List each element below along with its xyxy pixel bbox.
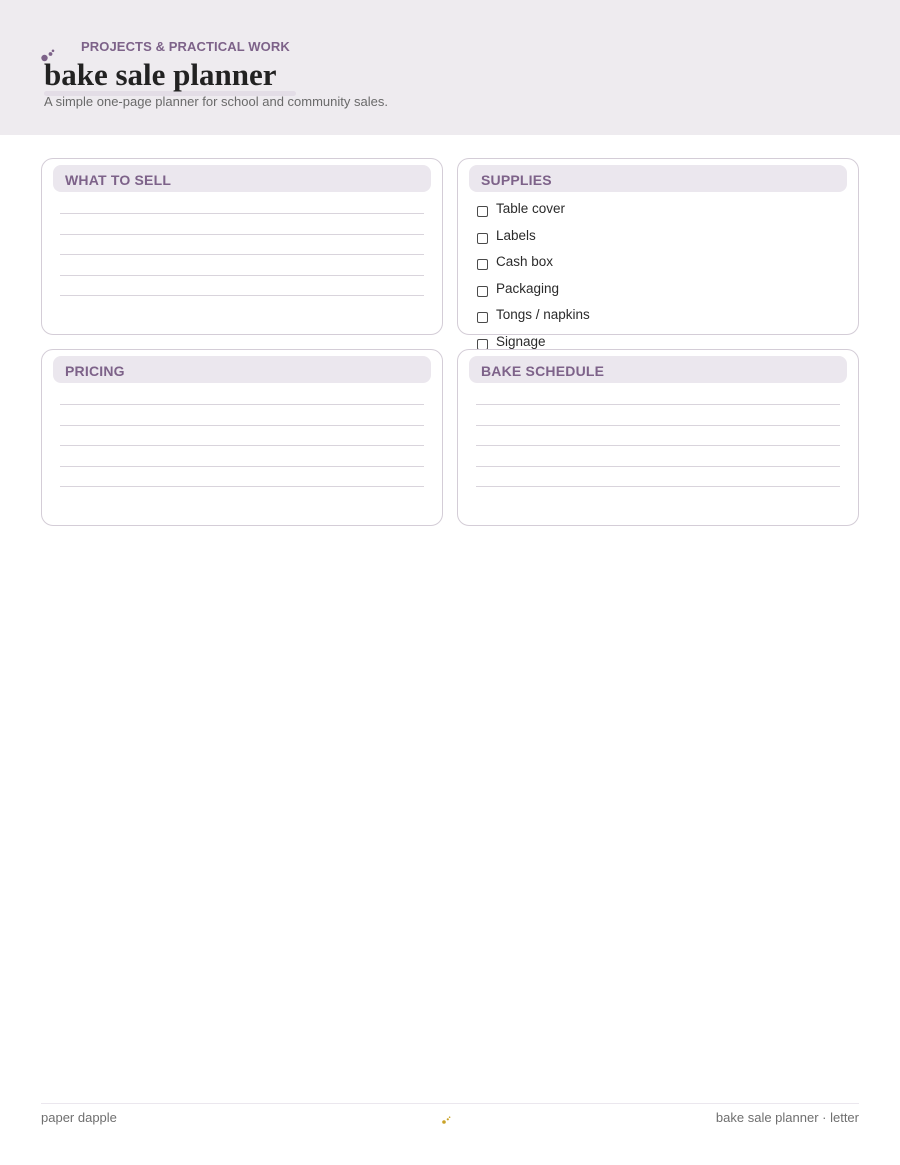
supplies-card [457,158,859,349]
section-title: SUPPLIES [481,172,552,188]
what-to-sell-card [41,158,443,335]
checkbox[interactable] [477,206,488,217]
writing-line[interactable] [476,466,840,467]
checkbox[interactable] [477,233,488,244]
writing-line[interactable] [60,466,424,467]
pricing-card [41,349,443,526]
section-title: PRICING [65,363,125,379]
page-subtitle: A simple one-page planner for school and community sales. [44,94,388,109]
checklist-item-label: Labels [496,227,536,243]
checklist-item-label: Signage [496,333,546,349]
writing-line[interactable] [60,486,424,487]
writing-line[interactable] [476,486,840,487]
checkbox[interactable] [477,339,488,350]
checkbox[interactable] [477,286,488,297]
writing-line[interactable] [60,295,424,296]
checkbox[interactable] [477,259,488,270]
footer-brand: paper dapple [41,1110,117,1125]
footer-document-info: bake sale planner · letter [715,1110,859,1125]
writing-line[interactable] [60,254,424,255]
writing-line[interactable] [476,404,840,405]
writing-line[interactable] [60,213,424,214]
writing-line[interactable] [476,445,840,446]
writing-line[interactable] [60,445,424,446]
section-header [469,356,847,383]
header-band [0,0,900,135]
bake-schedule-card [457,349,859,526]
writing-line[interactable] [60,234,424,235]
section-title: BAKE SCHEDULE [481,363,605,379]
writing-line[interactable] [60,404,424,405]
writing-line[interactable] [476,425,840,426]
dots-mark-icon [441,1116,451,1125]
checklist-item-label: Packaging [496,280,560,296]
section-header [53,356,431,383]
page-title: bake sale planner [44,57,277,92]
writing-line[interactable] [60,275,424,276]
section-header [53,165,431,192]
checklist-item-label: Table cover [496,201,566,216]
footer-divider [41,1103,859,1104]
writing-line[interactable] [60,425,424,426]
category-kicker: PROJECTS & PRACTICAL WORK [81,39,290,54]
section-title: WHAT TO SELL [65,172,172,188]
checklist-item-label: Cash box [496,254,554,269]
checkbox[interactable] [477,312,488,323]
section-header [469,165,847,192]
checklist-item-label: Tongs / napkins [496,307,590,322]
